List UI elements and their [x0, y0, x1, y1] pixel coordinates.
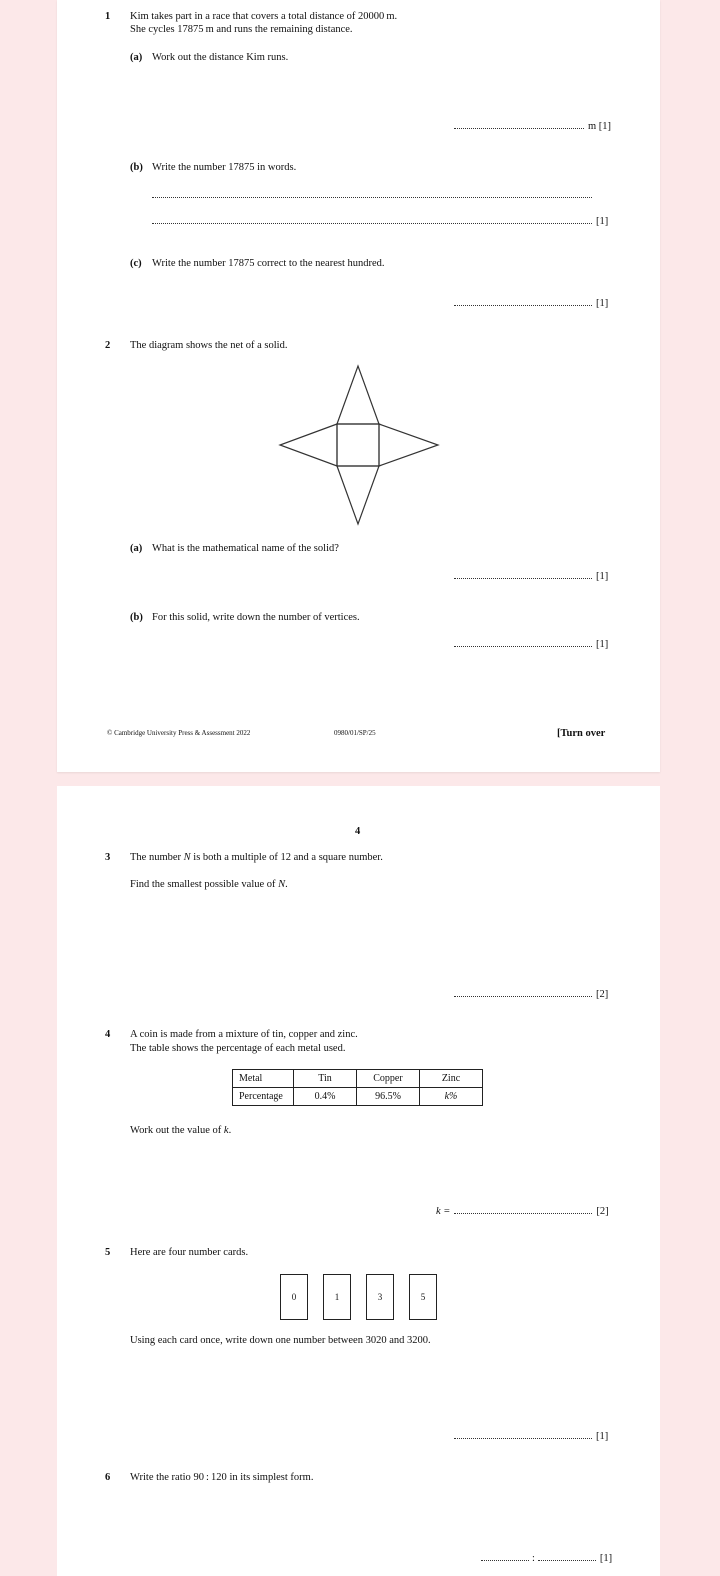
question-1-line2: She cycles 17875 m and runs the remaining distance. — [130, 24, 353, 35]
question-4-work-text: Work out the value of k. — [130, 1125, 232, 1136]
question-2a-label: (a) — [130, 543, 143, 554]
answer-dots-right — [538, 1552, 596, 1561]
question-1a-label: (a) — [130, 52, 143, 63]
net-triangle-bottom — [337, 466, 379, 524]
answer-dots — [454, 1430, 592, 1439]
question-4-line1: A coin is made from a mixture of tin, copper and zinc. — [130, 1029, 358, 1040]
number-card: 5 — [409, 1274, 437, 1320]
question-6-text: Write the ratio 90 : 120 in its simplest form. — [130, 1472, 314, 1483]
footer-turn-over: [Turn over — [557, 728, 606, 739]
answer-dots — [454, 988, 592, 997]
question-1a-answer-line[interactable] — [454, 120, 611, 132]
footer-paper-code: 0980/01/SP/25 — [334, 729, 376, 737]
table-cell: 96.5% — [357, 1088, 420, 1106]
question-4-mark: [2] — [596, 1206, 609, 1217]
question-6-answer-line[interactable] — [481, 1552, 612, 1564]
question-3-mark: [2] — [596, 989, 609, 1000]
question-4-line2: The table shows the percentage of each metal used. — [130, 1043, 346, 1054]
question-3-number: 3 — [105, 852, 111, 863]
answer-dots — [152, 215, 592, 224]
question-5-text: Here are four number cards. — [130, 1247, 249, 1258]
question-1-line1: Kim takes part in a race that covers a total distance of 20000 m. — [130, 11, 398, 22]
question-2b-text: For this solid, write down the number of vertices. — [152, 612, 360, 623]
question-1b-answer-line-2[interactable] — [152, 215, 608, 227]
question-1a-text: Work out the distance Kim runs. — [152, 52, 289, 63]
question-2-text: The diagram shows the net of a solid. — [130, 340, 288, 351]
question-4-number: 4 — [105, 1029, 111, 1040]
table-header-cell: Tin — [294, 1070, 357, 1088]
question-3-line2: Find the smallest possible value of N. — [130, 879, 288, 890]
answer-dots — [454, 120, 584, 129]
table-header-row — [233, 1070, 483, 1088]
question-2b-mark: [1] — [596, 639, 609, 650]
answer-dots — [454, 638, 592, 647]
question-4-answer-line[interactable] — [436, 1205, 609, 1217]
question-1c-text: Write the number 17875 correct to the nearest hundred. — [152, 258, 385, 269]
table-cell: Percentage — [233, 1088, 294, 1106]
answer-dots — [454, 297, 592, 306]
question-5-mark: [1] — [596, 1431, 609, 1442]
question-1b-label: (b) — [130, 162, 143, 173]
question-2-number: 2 — [105, 340, 111, 351]
net-triangle-top — [337, 366, 379, 424]
net-square-base — [337, 424, 379, 466]
table-cell: k% — [420, 1088, 483, 1106]
question-5-number: 5 — [105, 1247, 111, 1258]
net-triangle-left — [280, 424, 337, 466]
question-1c-mark: [1] — [596, 298, 609, 309]
footer-copyright: © Cambridge University Press & Assessment 2022 — [107, 729, 251, 737]
question-1b-text: Write the number 17875 in words. — [152, 162, 297, 173]
question-1c-label: (c) — [130, 258, 142, 269]
answer-dots — [454, 570, 592, 579]
metal-percentage-table — [232, 1069, 483, 1106]
table-header-cell: Copper — [357, 1070, 420, 1088]
answer-dots — [454, 1205, 592, 1214]
ratio-value: 90 : 120 — [193, 1472, 227, 1483]
question-5-answer-line[interactable] — [454, 1430, 608, 1442]
k-equals-label: k = — [436, 1206, 451, 1217]
number-card: 3 — [366, 1274, 394, 1320]
net-triangle-right — [379, 424, 438, 466]
question-1c-answer-line[interactable] — [454, 297, 608, 309]
ratio-colon: : — [532, 1553, 535, 1564]
question-1-number: 1 — [105, 11, 111, 22]
question-2a-mark: [1] — [596, 571, 609, 582]
table-cell: 0.4% — [294, 1088, 357, 1106]
question-1b-mark: [1] — [596, 216, 609, 227]
question-2b-label: (b) — [130, 612, 143, 623]
pyramid-net-diagram — [277, 362, 441, 528]
number-card: 0 — [280, 1274, 308, 1320]
table-row — [233, 1088, 483, 1106]
table-header-cell: Metal — [233, 1070, 294, 1088]
question-3-line1: The number N is both a multiple of 12 and a square number. — [130, 852, 383, 863]
question-2a-text: What is the mathematical name of the solid? — [152, 543, 339, 554]
number-card: 1 — [323, 1274, 351, 1320]
exam-page-1 — [57, 0, 660, 772]
table-header-cell: Zinc — [420, 1070, 483, 1088]
question-6-mark: [1] — [599, 1553, 613, 1564]
question-2a-answer-line[interactable] — [454, 570, 608, 582]
page-number: 4 — [355, 826, 361, 837]
question-5-instruction: Using each card once, write down one number between 3020 and 3200. — [130, 1335, 431, 1346]
question-6-number: 6 — [105, 1472, 111, 1483]
question-1a-unit-mark: m [1] — [588, 121, 612, 132]
exam-page-2 — [57, 786, 660, 1576]
question-1b-answer-line-1[interactable] — [152, 189, 592, 198]
question-3-answer-line[interactable] — [454, 988, 608, 1000]
question-2b-answer-line[interactable] — [454, 638, 608, 650]
answer-dots-left — [481, 1552, 529, 1561]
